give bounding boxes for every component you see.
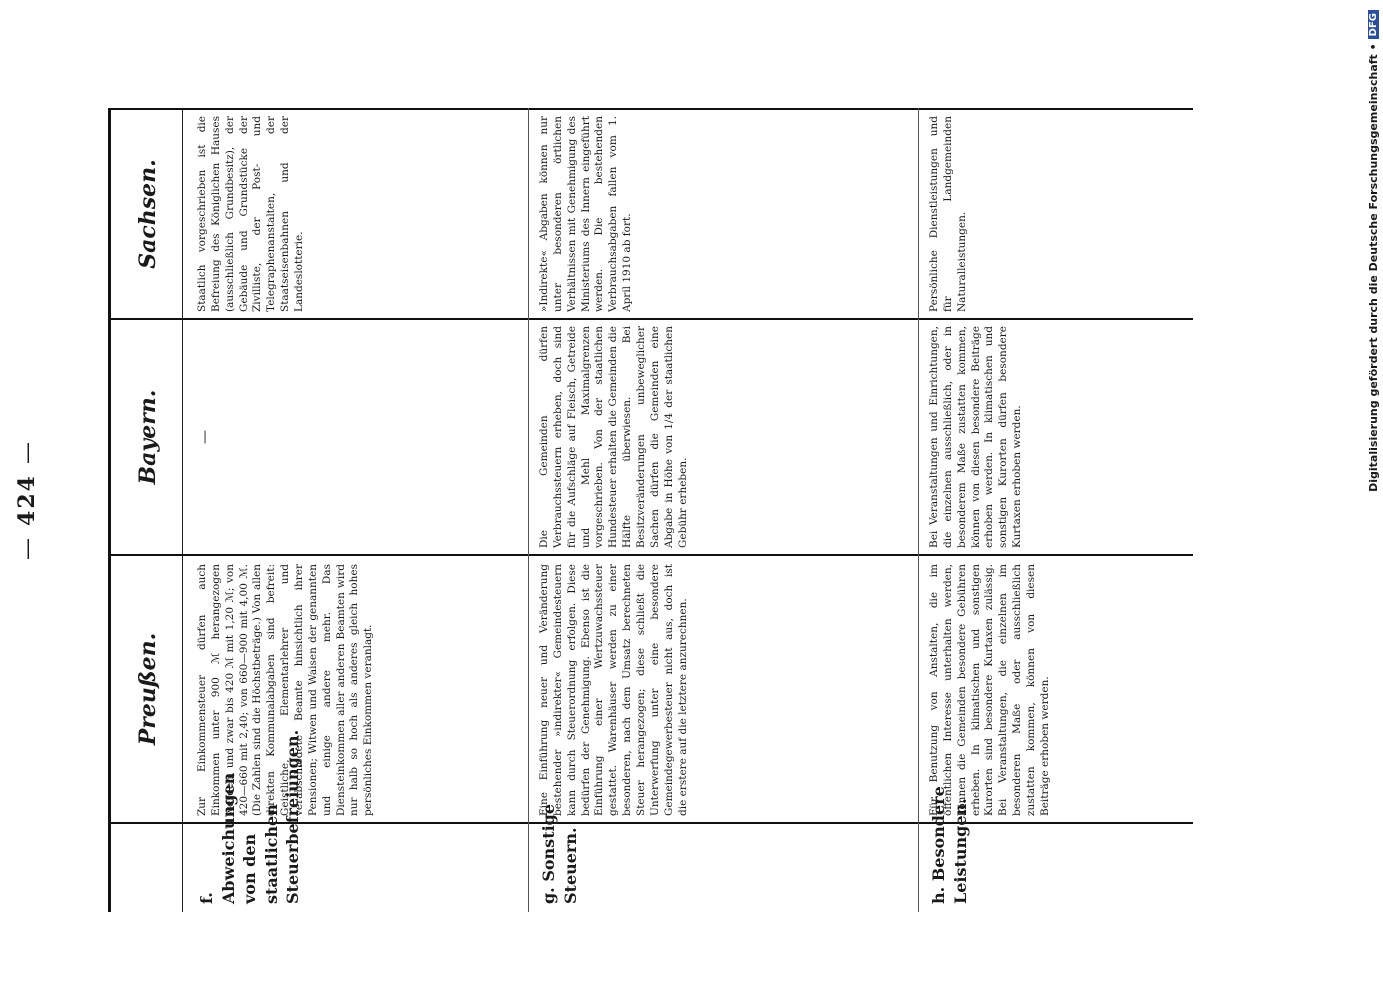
header-bayern: Bayern. bbox=[135, 389, 161, 485]
cell-g-sachsen: »Indirekte« Abgaben können nur unter besonderen örtlichen Verhältnissen mit Genehmigung des Ministeriums des Innern eingeführt werden. Die bestehenden Verbrauchsabgaben fallen vom 1. April 1910 ab fort. bbox=[538, 116, 634, 312]
row-label-h: h. Besondere Leistungen. bbox=[929, 786, 970, 904]
row-label-f: f. Abweichungen von den staatlichen Steuerbefreiungen. bbox=[197, 729, 303, 904]
header-rule bbox=[182, 108, 183, 912]
cell-f-sachsen: Staatlich vorgeschrieben ist die Befreiung des Königlichen Hauses (ausschließlich Grundbesitz), der Gebäude und Grundstücke der Zivilliste, der Post- und Telegraphenanstalten, der Staatseisenbahnen und der Landeslotterie. bbox=[196, 116, 306, 312]
digitization-credit bbox=[1366, 10, 1380, 990]
header-preussen: Preußen. bbox=[135, 632, 161, 746]
cell-h-preussen: Für Benutzung von Anstalten, die im öffentlichen Interesse unterhalten werden, können die Gemeinden besondere Gebühren erheben. In klimatischen und sonstigen Kurorten sind besondere Kurtaxen zulässig. Bei Veranstaltungen, die einzelnen im besonderen Maße oder ausschließlich zustatten kommen, können von diesen Beiträge erhoben werden. bbox=[928, 564, 1051, 816]
cell-h-bayern: Bei Veranstaltungen und Einrichtungen, die einzelnen ausschließlich, oder in besonderem Maße zustatten kommen, können von diesen besondere Beiträge erhoben werden. In klimatischen und sonstigen Kurorten dürfen besondere Kurtaxen erhoben werden. bbox=[928, 326, 1024, 548]
comparison-table bbox=[108, 108, 1193, 912]
cell-f-bayern: — bbox=[197, 430, 213, 444]
row-divider-g bbox=[528, 108, 529, 912]
cell-g-bayern: Die Gemeinden dürfen Verbrauchssteuern erheben, doch sind für die Aufschläge auf Fleisch, Getreide und Mehl Maximalgrenzen vorgeschrieben. Von der staatlichen Hundesteuer erhalten die Gemeinden die Hälfte überwiesen. Bei Besitzveränderungen unbeweglicher Sachen dürfen die Gemeinden eine Abgabe in Höhe von 1/4 der staatlichen Gebühr erheben. bbox=[538, 326, 689, 548]
header-sachsen: Sachsen. bbox=[135, 159, 161, 269]
column-rule-4 bbox=[108, 108, 1193, 110]
cell-h-sachsen: Persönliche Dienstleistungen und für Landgemeinden Naturalleistungen. bbox=[928, 116, 968, 312]
cell-f-preussen: Zur Einkommensteuer dürfen auch Einkommen unter 900 ℳ herangezogen werden, und zwar bis 420 ℳ mit 1,20 ℳ; von 420—660 mit 2,40; von 660—900 mit 4,00 ℳ. (Die Zahlen sind die Höchstbeträge.) Von allen direkten Kommunalabgaben sind befreit: Geistliche, Elementarlehrer und verabschiedete Beamte hinsichtlich ihrer Pensionen; Witwen und Waisen der genannten und einige andere mehr. Das Diensteinkommen aller anderen Beamten wird nur halb so hoch als anderes gleich hohes persönliches Einkommen veranlagt. bbox=[196, 564, 375, 816]
page-number: —424— bbox=[14, 440, 40, 560]
column-rule-2 bbox=[108, 554, 1193, 556]
dfg-logo: DFG bbox=[1368, 10, 1379, 39]
table-top-rule bbox=[108, 108, 111, 912]
cell-g-preussen: Eine Einführung neuer und Veränderung bestehender »indirekter« Gemeindesteuern kann durch Steuerordnung erfolgen. Diese bedürfen der Genehmigung. Ebenso ist die Einführung einer Wertzuwachssteuer gestattet. Warenhäuser werden zu einer besonderen, nach dem Umsatz berechneten Steuer herangezogen; diese schließt die Unterwerfung unter eine besondere Gemeindegewerbesteuer nicht aus, doch ist die erstere auf die letztere anzurechnen. bbox=[538, 564, 689, 816]
credit-text: Digitalisierung gefördert durch die Deutsche Forschungsgemeinschaft • bbox=[1366, 43, 1380, 492]
row-label-g: g. Sonstige Steuern. bbox=[539, 803, 580, 904]
row-divider-h bbox=[918, 108, 919, 912]
column-rule-3 bbox=[108, 318, 1193, 320]
